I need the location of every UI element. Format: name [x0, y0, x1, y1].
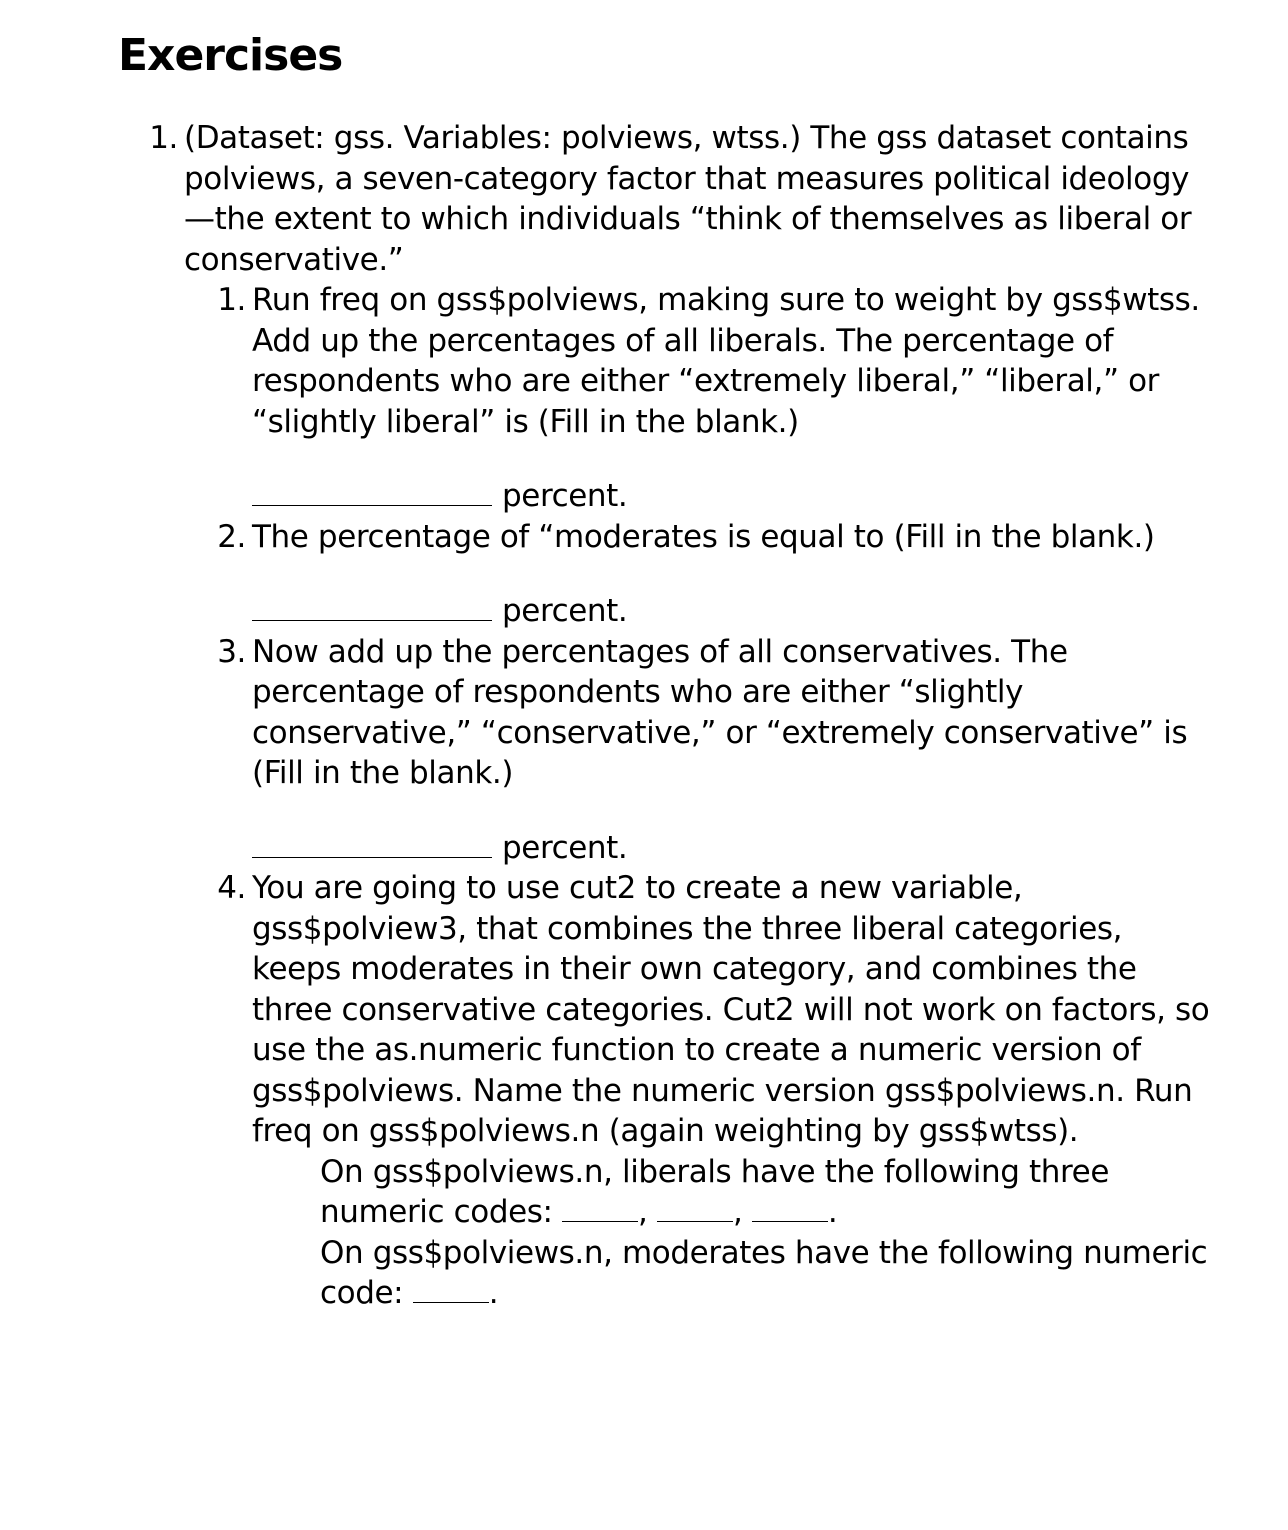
part-text: Now add up the percentages of all conservatives. The percentage of respondents who are either “slightly conservative,” “conservative,” or “extremely conservative” is (Fill in the blank.) [252, 633, 1188, 791]
answer-suffix: percent. [502, 593, 628, 629]
part-text: Run freq on gss$polviews, making sure to weight by gss$wtss. Add up the percentages of all liberals. The percentage of respondents who are either “extremely liberal,” “liberal,” or “slightly liberal” is (Fill in the blank.) [252, 282, 1200, 440]
liberal-codes-text: On gss$polviews.n, liberals have the following three numeric codes: [320, 1153, 1110, 1230]
part-number: 3. [217, 633, 246, 670]
exercise-list [118, 118, 1218, 1314]
answer-blank[interactable] [252, 829, 492, 858]
answer-blank[interactable] [252, 477, 492, 506]
answer-line [252, 476, 1218, 517]
answer-blank[interactable] [252, 592, 492, 621]
code-blank[interactable] [752, 1195, 828, 1222]
code-blank[interactable] [562, 1195, 638, 1222]
part-3 [184, 632, 1218, 869]
page-title: Exercises [118, 30, 343, 81]
part-2 [184, 517, 1218, 632]
answer-line [252, 828, 1218, 869]
part-text: You are going to use cut2 to create a new variable, gss$polview3, that combines the three liberal categories, keeps moderates in their own category, and combines the three conservative categories. Cut2 will not work on factors, so use the as.numeric function to create a numeric version of gss$polviews. Name the numeric version gss$polviews.n. Run freq on gss$polviews.n (again weighting by gss$wtss). [252, 870, 1210, 1149]
code-blank[interactable] [413, 1276, 489, 1303]
part-number: 4. [217, 870, 246, 906]
answer-line [252, 591, 1218, 632]
exercise-number: 1. [149, 120, 178, 156]
part-4 [184, 868, 1218, 1314]
answer-suffix: percent. [502, 829, 628, 866]
part-number: 2. [217, 518, 246, 555]
liberal-codes-line: On gss$polviews.n, liberals have the following three numeric codes: , , . [320, 1153, 1110, 1230]
moderate-code-line: On gss$polviews.n, moderates have the following numeric code: . [320, 1234, 1208, 1311]
document-page [118, 26, 1218, 1314]
part-text: The percentage of “moderates is equal to (Fill in the blank.) [252, 518, 1155, 555]
exercise-1 [118, 118, 1218, 1314]
part-1 [184, 280, 1218, 517]
exercise-intro: (Dataset: gss. Variables: polviews, wtss.) The gss dataset contains polviews, a seven-category factor that measures political ideology—the extent to which individuals “think of themselves as liberal or conservative.” [184, 120, 1192, 278]
moderate-code-text: On gss$polviews.n, moderates have the following numeric code: [320, 1234, 1208, 1311]
answer-suffix: percent. [502, 478, 628, 514]
exercise-parts [184, 280, 1218, 1314]
code-blank[interactable] [657, 1195, 733, 1222]
part-number: 1. [217, 282, 246, 318]
